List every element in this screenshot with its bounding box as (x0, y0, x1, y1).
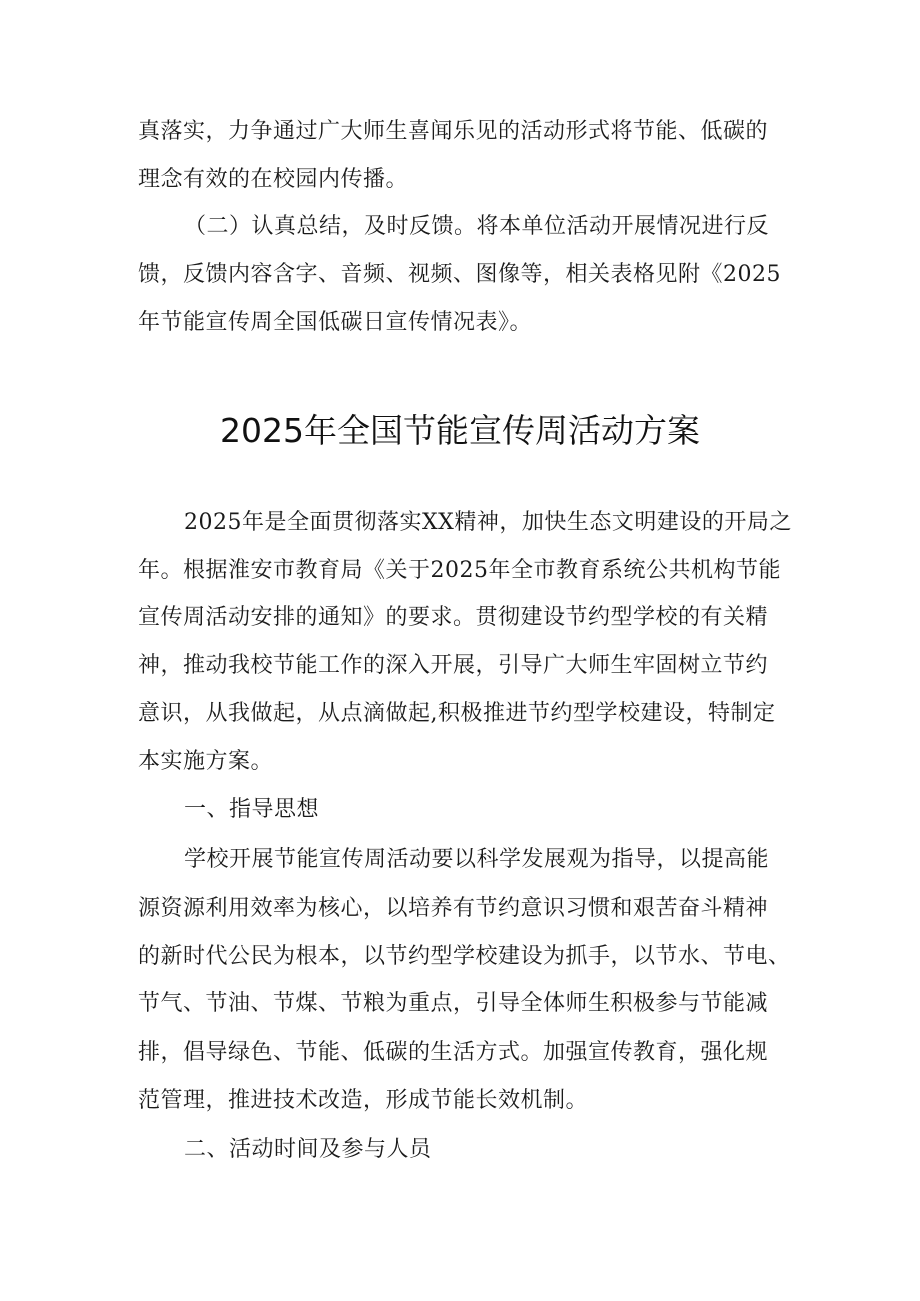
paragraph-line: 本实施方案。 (138, 749, 274, 774)
paragraph-line: 的新时代公民为根本，以节约型学校建设为抓手，以节水、节电、 (138, 944, 791, 969)
paragraph-line: 2025年是全面贯彻落实XX精神，加快生态文明建设的开局之 (184, 510, 792, 535)
paragraph-line: 馈，反馈内容含字、音频、视频、图像等，相关表格见附《2025 (138, 262, 781, 287)
paragraph-line: （二）认真总结，及时反馈。将本单位活动开展情况进行反 (184, 214, 770, 239)
paragraph-line: 学校开展节能宣传周活动要以科学发展观为指导，以提高能 (184, 847, 770, 872)
paragraph-line: 意识，从我做起，从点滴做起,积极推进节约型学校建设，特制定 (138, 701, 776, 726)
paragraph-line: 年。根据淮安市教育局《关于2025年全市教育系统公共机构节能 (138, 558, 781, 583)
paragraph-line: 排，倡导绿色、节能、低碳的生活方式。加强宣传教育，强化规 (138, 1040, 769, 1065)
paragraph-line: 源资源利用效率为核心，以培养有节约意识习惯和艰苦奋斗精神 (138, 896, 769, 921)
paragraph-line: 年节能宣传周全国低碳日宣传情况表》。 (138, 310, 533, 335)
section-heading: 二、活动时间及参与人员 (184, 1137, 432, 1162)
document-title: 2025年全国节能宣传周活动方案 (220, 411, 700, 450)
paragraph-line: 理念有效的在校园内传播。 (138, 167, 409, 192)
paragraph-line: 节气、节油、节煤、节粮为重点，引导全体师生积极参与节能减 (138, 991, 769, 1016)
section-heading: 一、指导思想 (184, 797, 320, 822)
paragraph-line: 真落实，力争通过广大师生喜闻乐见的活动形式将节能、低碳的 (138, 119, 769, 144)
paragraph-line: 范管理，推进技术改造，形成节能长效机制。 (138, 1088, 589, 1113)
paragraph-line: 神，推动我校节能工作的深入开展，引导广大师生牢固树立节约 (138, 653, 769, 678)
paragraph-line: 宣传周活动安排的通知》的要求。贯彻建设节约型学校的有关精 (138, 605, 769, 630)
